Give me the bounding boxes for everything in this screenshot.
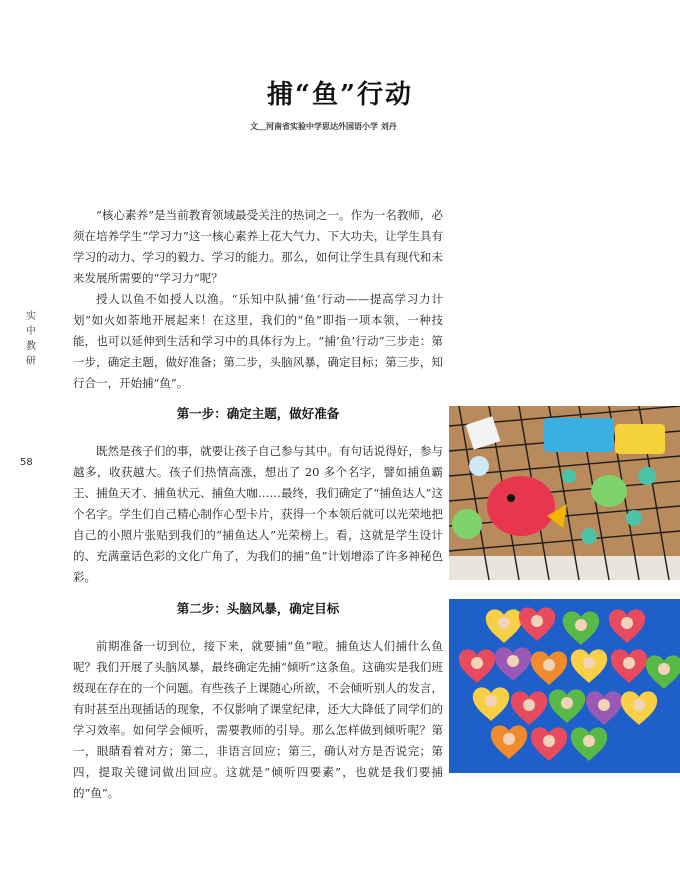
- column-label-char: 实: [26, 311, 36, 322]
- column-label-char: 研: [26, 356, 36, 367]
- column-label-char: 中: [26, 326, 36, 337]
- column-label: [24, 309, 38, 369]
- column-label-char: 教: [26, 341, 36, 352]
- article-byline: 文＿河南省实验中学思达外国语小学 刘丹: [250, 121, 397, 131]
- fishing-net-board-photo: [449, 406, 680, 580]
- article-title: 捕“鱼”行动: [267, 80, 413, 110]
- heart-photo-wall-icon: [449, 599, 680, 773]
- fishing-net-board-icon: [449, 406, 680, 580]
- heart-photo-wall: [449, 599, 680, 773]
- paragraph-step-2: 前期准备一切到位，接下来，就要捕“鱼”啦。捕鱼达人们捕什么鱼呢？我们开展了头脑风暴，最终确定先捕“倾听”这条鱼。这确实是我们班级现在存在的一个问题。有些孩子上课随心所欲，不会倾听别人的发言，有时甚至出现插话的现象，不仅影响了课堂纪律，还大大降低了同学们的学习效率。如何学会倾听，需要教师的引导。那么怎样做到倾听呢？第一，眼睛看着对方；第二，非语言回应；第三，确认对方是否说完；第四，提取关键词做出回应。这就是“倾听四要素”，也就是我们要捕的“鱼”。: [73, 639, 443, 800]
- page-number: 58: [20, 457, 33, 468]
- paragraph-plan: 授人以鱼不如授人以渔。“乐知中队捕‘鱼’行动——提高学习力计划”如火如荼地开展起来！在这里，我们的“鱼”即指一项本领，一种技能，也可以延伸到生活和学习中的具体行为上。“捕‘鱼’行动”三步走：第一步，确定主题，做好准备；第二步，头脑风暴，确定目标；第三步，知行合一，开始捕“鱼”。: [73, 292, 443, 390]
- paragraph-step-1: 既然是孩子们的事，就要让孩子自己参与其中。有句话说得好，参与越多，收获越大。孩子们热情高涨，想出了 20 多个名字，譬如捕鱼霸王、捕鱼天才、捕鱼状元、捕鱼大咖……最终，我们确定了“捕鱼达人”这个名字。学生们自己精心制作心型卡片，获得一个本领后就可以光荣地把自己的小照片张贴到我们的“捕鱼达人”光荣榜上。看，这就是学生设计的、充满童话色彩的文化广角了，为我们的捕“鱼”计划增添了许多神秘色彩。: [73, 444, 443, 584]
- section-heading-step-1: 第一步：确定主题，做好准备: [176, 406, 340, 421]
- section-heading-step-2: 第二步：头脑风暴，确定目标: [176, 601, 340, 616]
- paragraph-intro: “核心素养”是当前教育领域最受关注的热词之一。作为一名教师，必须在培养学生“学习力”这一核心素养上花大气力、下大功夫，让学生具有学习的动力、学习的毅力、学习的能力。那么，如何让学生具有现代和未来发展所需要的“学习力”呢？: [73, 208, 443, 285]
